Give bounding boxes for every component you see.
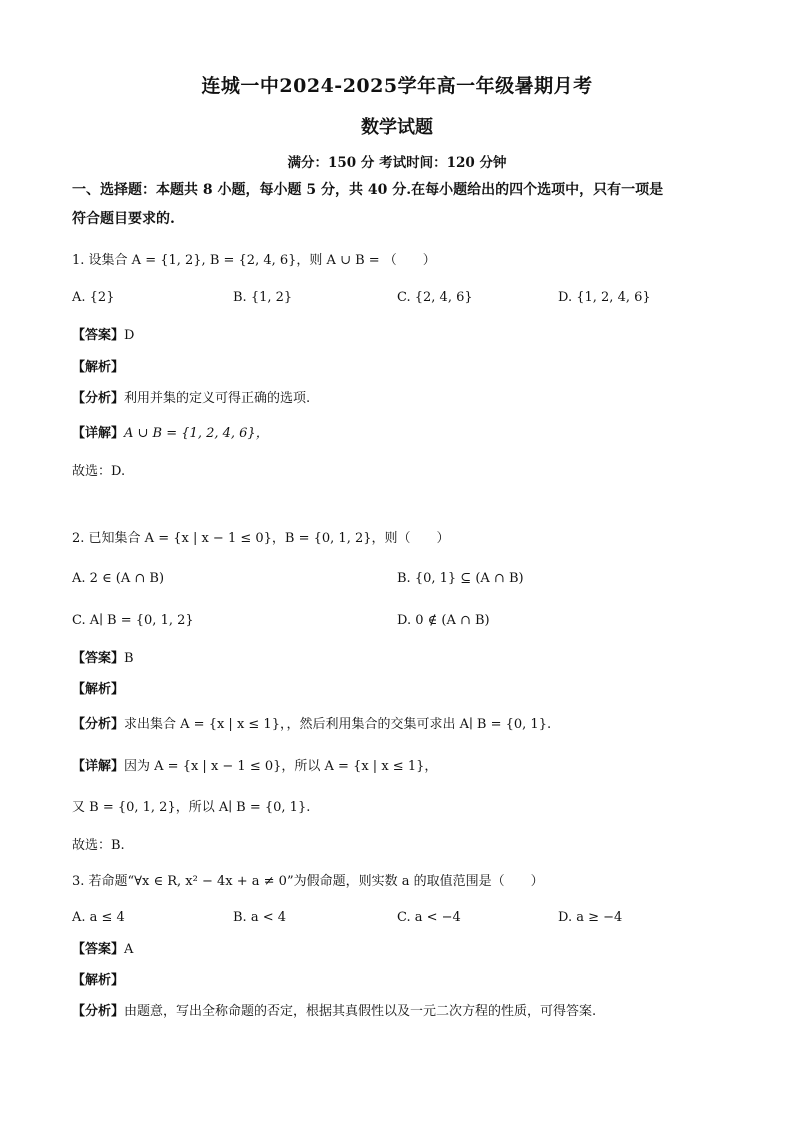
question-3-answer: [72, 941, 754, 959]
question-3-analysis-label: 【解析】: [72, 973, 125, 988]
fenxi-label: 【分析】: [72, 717, 125, 732]
fenxi-text: 求出集合 A = {x | x ≤ 1}，，然后利用集合的交集可求出 A∣ B = {0, 1}.: [124, 717, 552, 732]
question-1-conclusion: 故选：D.: [72, 464, 126, 479]
answer-label: 【答案】: [72, 942, 125, 957]
question-2-option-b: B. {0, 1} ⊆ (A ∩ B): [397, 571, 524, 586]
detail-label: 【详解】: [72, 759, 125, 774]
section-heading-line1: 一、选择题：本题共 8 小题，每小题 5 分，共 40 分.在每小题给出的四个选项中，只有一项是: [72, 182, 664, 198]
question-2-conclusion: 故选：B.: [72, 838, 125, 853]
question-1-fenxi: [72, 390, 754, 408]
question-1-analysis-label: 【解析】: [72, 360, 125, 375]
question-2-fenxi: [72, 716, 754, 734]
page-title: 连城一中2024-2025学年高一年级暑期月考: [201, 75, 593, 97]
question-2-option-a: A. 2 ∈ (A ∩ B): [72, 571, 165, 586]
question-2-detail: [72, 758, 754, 776]
question-3-option-b: B. a < 4: [233, 910, 286, 925]
question-1-option-b: B. {1, 2}: [233, 290, 293, 305]
answer-value: D: [124, 328, 135, 343]
section-heading-line2: 符合题目要求的.: [72, 211, 175, 227]
question-2-detail-2: 又 B = {0, 1, 2}，所以 A∣ B = {0, 1}.: [72, 800, 311, 815]
page-subtitle: 数学试题: [361, 117, 433, 138]
question-3-option-d: D. a ≥ −4: [558, 910, 623, 925]
question-3-option-a: A. a ≤ 4: [72, 910, 125, 925]
exam-meta: 满分：150 分 考试时间：120 分钟: [287, 155, 507, 171]
question-3-stem: 3. 若命题“∀x ∈ R, x² − 4x + a ≠ 0”为假命题，则实数 a 的取值范围是（ ）: [72, 874, 544, 889]
answer-label: 【答案】: [72, 328, 125, 343]
question-2-analysis-label: 【解析】: [72, 682, 125, 697]
question-1-answer: [72, 327, 754, 345]
fenxi-label: 【分析】: [72, 391, 125, 406]
detail-text: 因为 A = {x | x − 1 ≤ 0}，所以 A = {x | x ≤ 1}，: [124, 759, 438, 774]
question-2-answer: [72, 650, 754, 668]
question-2-stem: 2. 已知集合 A = {x | x − 1 ≤ 0}，B = {0, 1, 2}，则（ ）: [72, 531, 450, 546]
question-1-option-c: C. {2, 4, 6}: [397, 290, 473, 305]
answer-value: B: [124, 651, 134, 666]
answer-value: A: [124, 942, 134, 957]
question-1-stem: 1. 设集合 A = {1, 2}, B = {2, 4, 6}，则 A ∪ B = （ ）: [72, 253, 436, 268]
detail-label: 【详解】: [72, 426, 125, 441]
answer-label: 【答案】: [72, 651, 125, 666]
question-1-detail: [72, 425, 754, 443]
question-3-fenxi: [72, 1003, 754, 1021]
fenxi-text: 利用并集的定义可得正确的选项.: [124, 391, 311, 406]
question-3-option-c: C. a < −4: [397, 910, 461, 925]
question-2-option-c: C. A∣ B = {0, 1, 2}: [72, 613, 194, 628]
detail-text: A ∪ B = {1, 2, 4, 6}，: [124, 426, 269, 441]
fenxi-label: 【分析】: [72, 1004, 125, 1019]
question-1-option-d: D. {1, 2, 4, 6}: [558, 290, 651, 305]
question-2-option-d: D. 0 ∉ (A ∩ B): [397, 613, 490, 628]
fenxi-text: 由题意，写出全称命题的否定，根据其真假性以及一元二次方程的性质，可得答案.: [124, 1004, 597, 1019]
question-1-option-a: A. {2}: [72, 290, 115, 305]
